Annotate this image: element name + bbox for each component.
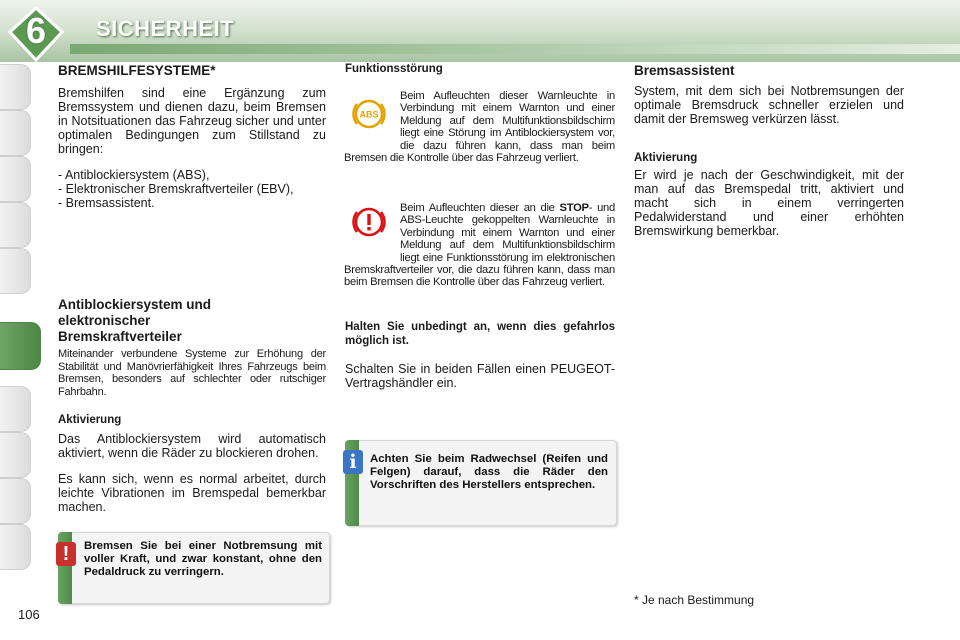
side-tab-7[interactable] <box>0 386 31 432</box>
contact-dealer-text: Schalten Sie in beiden Fällen einen PEUGEOT-Vertragshändler ein. <box>345 362 615 390</box>
list-item: - Elektronischer Bremskraftverteiler (EBV), <box>58 182 294 196</box>
brake-assist-activation-text: Er wird je nach der Geschwindigkeit, mit der man auf das Bremspedal tritt, aktiviert und macht sich in einem verringerten Pedalwiderstand und einer erhöhten Bremswirkung bemerkbar. <box>634 168 904 238</box>
intro-paragraph: Bremshilfen sind eine Ergänzung zum Bremssystem und dienen dazu, beim Bremsen in Notsituationen das Fahrzeug sicher und unter optimalen Bedingungen zum Stillstand zu bringen: <box>58 86 326 156</box>
side-tab-8[interactable] <box>0 432 31 478</box>
activation-text-2: Es kann sich, wenn es normal arbeitet, durch leichte Vibrationen im Bremspedal bemerkbar machen. <box>58 472 326 514</box>
malfunction-heading: Funktionsstörung <box>345 63 443 75</box>
assist-system-list <box>58 168 326 210</box>
abs-description: Miteinander verbundene Systeme zur Erhöhung der Stabilität und Manövrierfähigkeit Ihres Fahrzeugs beim Bremsen, besonders auf schlechter oder rutschiger Fahrbahn. <box>58 348 326 398</box>
header-divider <box>70 44 960 54</box>
brake-assist-activation-heading: Aktivierung <box>634 152 698 164</box>
info-note-text: Achten Sie beim Radwechsel (Reifen und Felgen) darauf, dass die Räder den Vorschriften des Herstellers entsprechen. <box>370 453 608 491</box>
side-tab-4[interactable] <box>0 202 31 248</box>
side-tab-2[interactable] <box>0 110 31 156</box>
brake-assist-intro: System, mit dem sich bei Notbremsungen der optimale Bremsdruck schneller erzielen und damit der Bremsweg verkürzen lässt. <box>634 84 904 126</box>
chapter-number: 6 <box>25 10 47 51</box>
activation-text-1: Das Antiblockiersystem wird automatisch aktiviert, wenn die Räder zu blockieren drohen. <box>58 432 326 460</box>
activation-heading: Aktivierung <box>58 414 122 426</box>
abs-malfunction-paragraph: Beim Aufleuchten dieser Warnleuchte in Verbindung mit einem Warnton und einer Meldung auf dem Multifunktionsbildschirm liegt eine Störung im Antiblockiersystem vor, die dazu führen kann, dass man beim Bremsen die Kontrolle über das Fahrzeug verliert. <box>344 90 615 165</box>
info-i-icon: i <box>343 450 363 474</box>
stop-instruction: Halten Sie unbedingt an, wenn dies gefahrlos möglich ist. <box>345 321 615 347</box>
page-title: SICHERHEIT <box>96 16 235 41</box>
page-number: 106 <box>18 607 40 622</box>
ebv-malfunction-paragraph: Beim Aufleuchten dieser an die STOP- und ABS-Leuchte gekoppelten Warnleuchte in Verbindung mit einem Warnton und einer Meldung auf dem Multifunktionsbildschirm liegt eine Funktionsstörung im elektronischen Bremskraftverteiler vor, die dazu führen kann, dass man beim Bremsen die Kontrolle über das Fahrzeug verliert. <box>344 202 615 289</box>
footnote: * Je nach Bestimmung <box>634 593 755 607</box>
side-tab-1[interactable] <box>0 64 31 110</box>
side-tab-9[interactable] <box>0 478 31 524</box>
side-tab-active-chapter[interactable] <box>0 322 41 370</box>
side-tab-3[interactable] <box>0 156 31 202</box>
svg-text:ABS: ABS <box>359 109 379 120</box>
list-item: - Antiblockiersystem (ABS), <box>58 168 210 182</box>
abs-heading: Antiblockiersystem und elektronischer Bremskraftverteiler <box>58 297 212 344</box>
warning-exclamation-icon: ! <box>56 542 76 566</box>
brake-assist-heading: Bremsassistent <box>634 63 735 78</box>
side-tab-10[interactable] <box>0 524 31 570</box>
side-tab-5[interactable] <box>0 248 31 294</box>
warning-note-text: Bremsen Sie bei einer Notbremsung mit voller Kraft, und zwar konstant, ohne den Pedaldruck zu verringern. <box>84 540 322 578</box>
list-item: - Bremsassistent. <box>58 196 155 210</box>
section-title-bremshilfesysteme: BREMSHILFESYSTEME* <box>58 63 216 78</box>
stop-label: STOP <box>559 202 589 214</box>
